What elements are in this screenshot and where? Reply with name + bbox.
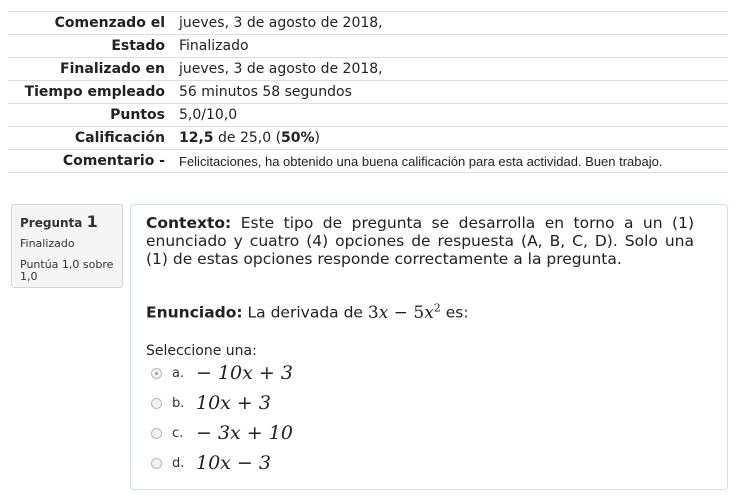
statement-text: La derivada de [242,303,368,322]
statement-math: $3x - 5x^2$ [367,301,441,323]
state-value: Finalizado [179,35,728,58]
select-prompt: Seleccione una: [146,343,257,359]
points-value: 5,0/10,0 [179,104,728,127]
finished-label: Finalizado en [8,58,179,81]
question-number [20,212,122,231]
option-b-letter: b. [172,395,185,411]
summary-row-state [8,35,728,58]
option-a-expression: − 10x + 3 [196,362,293,384]
started-label: Comenzado el [8,12,179,35]
time-taken-label: Tiempo empleado [8,81,179,104]
finished-value: jueves, 3 de agosto de 2018, [179,58,728,81]
option-d-expression: 10x − 3 [196,452,271,474]
option-a-letter: a. [172,365,185,381]
option-a-radio[interactable] [151,368,162,379]
question-number-value: 1 [86,212,98,231]
question-state: Finalizado [20,237,75,250]
grade-value [179,127,728,150]
option-d-letter: d. [172,455,185,471]
state-label: Estado [8,35,179,58]
points-label: Puntos [8,104,179,127]
comment-value: Felicitaciones, ha obtenido una buena calificación para esta actividad. Buen trabajo. [179,150,728,173]
question-content-panel [130,204,728,490]
option-d[interactable] [151,450,271,476]
option-b-radio[interactable] [151,398,162,409]
option-c-letter: c. [172,425,184,441]
question-context [146,214,694,268]
summary-row-grade [8,127,728,150]
summary-row-points [8,104,728,127]
grade-out-of: de 25,0 ( [213,130,282,146]
option-b[interactable] [151,390,271,416]
statement-suffix: es: [440,303,469,322]
context-text: Este tipo de pregunta se desarrolla en torno a un (1) enunciado y cuatro (4) opciones de respuesta (A, B, C, D). Solo una (1) de estas opciones responde correctamente a la pregunta. [146,214,694,268]
grade-close: ) [314,130,321,146]
summary-row-finished [8,58,728,81]
grade-score: 12,5 [179,130,214,146]
comment-label: Comentario - [8,150,179,173]
grade-percent: 50% [281,130,315,146]
summary-row-time [8,81,728,104]
option-c[interactable] [151,420,293,446]
option-c-radio[interactable] [151,428,162,439]
option-a[interactable] [151,360,293,386]
started-value: jueves, 3 de agosto de 2018, [179,12,728,35]
context-label: Contexto: [146,214,232,232]
option-c-expression: − 3x + 10 [196,422,293,444]
grade-label: Calificación [8,127,179,150]
time-taken-value: 56 minutos 58 segundos [179,81,728,104]
summary-row-comment [8,150,728,173]
question-statement [146,301,469,323]
option-b-expression: 10x + 3 [196,392,271,414]
question-info-panel [11,204,123,288]
option-d-radio[interactable] [151,458,162,469]
question-label: Pregunta [20,216,83,230]
attempt-summary-table [8,11,728,173]
summary-row-started [8,12,728,35]
statement-label: Enunciado: [146,303,243,322]
question-grade: Puntúa 1,0 sobre 1,0 [20,258,114,283]
